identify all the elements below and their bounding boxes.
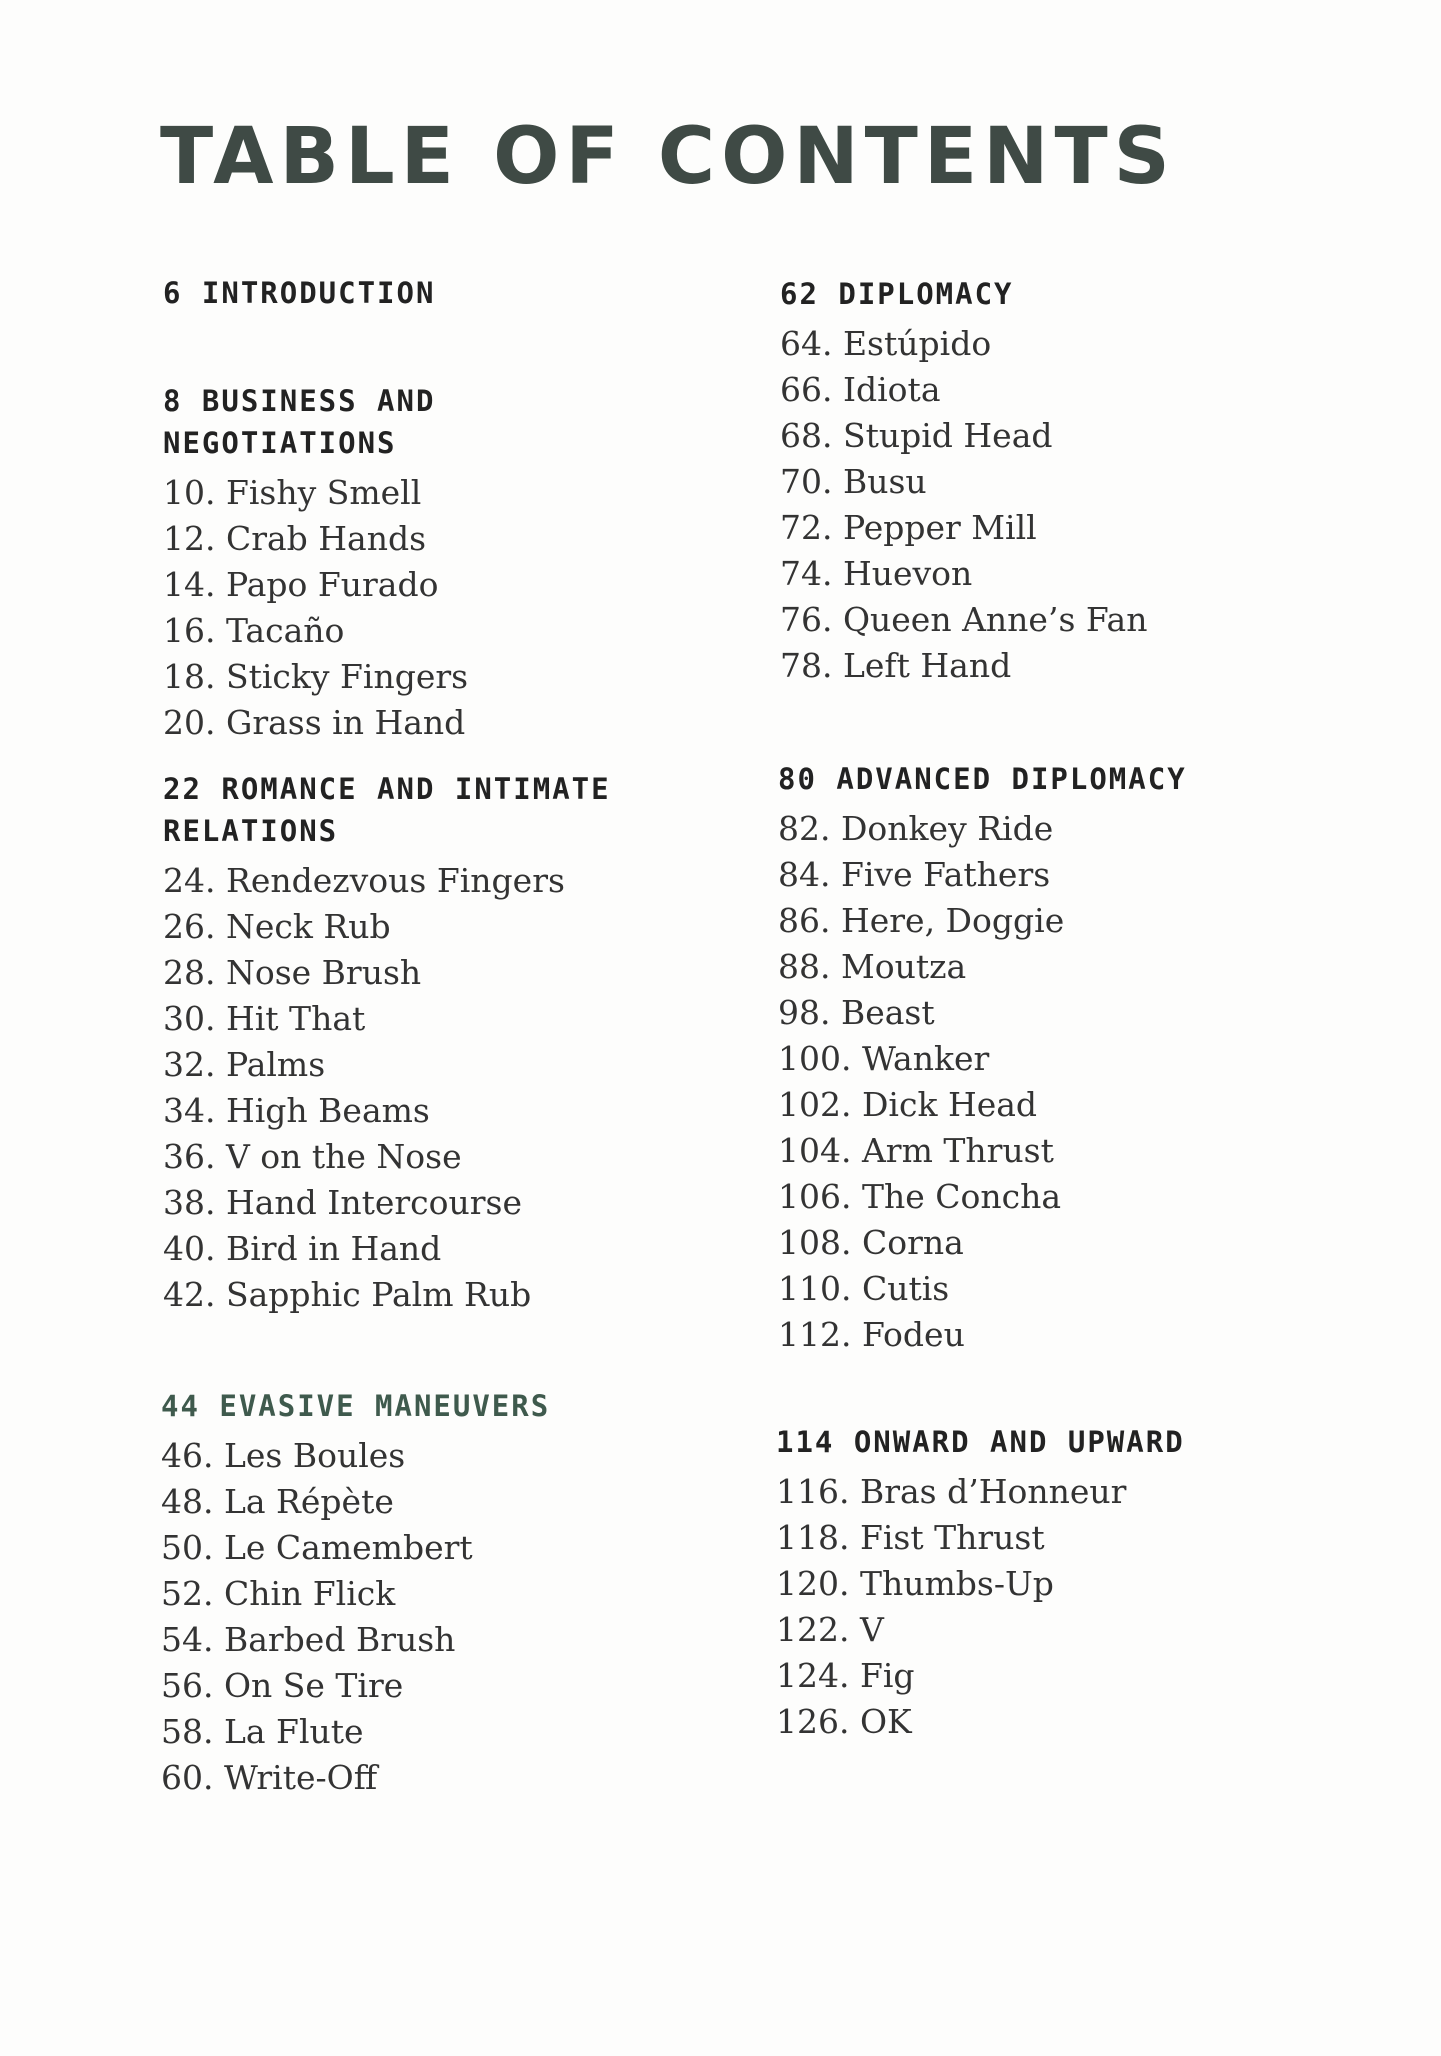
entry-list: [778, 806, 1298, 1358]
toc-entry: 52. Chin Flick: [161, 1574, 396, 1613]
toc-entry: 18. Sticky Fingers: [163, 657, 469, 696]
toc-entry: 82. Donkey Ride: [778, 809, 1054, 848]
toc-entry: 32. Palms: [163, 1045, 326, 1084]
toc-entry: 26. Neck Rub: [163, 907, 391, 946]
toc-entry: 36. V on the Nose: [163, 1137, 462, 1176]
toc-entry: 40. Bird in Hand: [163, 1229, 442, 1268]
toc-entry: 64. Estúpido: [780, 324, 992, 363]
toc-entry: 102. Dick Head: [778, 1085, 1038, 1124]
toc-section: [163, 272, 683, 314]
toc-entry: 120. Thumbs-Up: [776, 1564, 1054, 1603]
toc-section: [163, 380, 683, 746]
section-heading: 8 BUSINESS AND NEGOTIATIONS: [163, 384, 436, 460]
toc-entry: 24. Rendezvous Fingers: [163, 861, 565, 900]
toc-section: [776, 1421, 1296, 1745]
toc-entry: 60. Write-Off: [161, 1758, 378, 1797]
toc-entry: 98. Beast: [778, 993, 935, 1032]
toc-entry: 74. Huevon: [780, 554, 973, 593]
toc-entry: 86. Here, Doggie: [778, 901, 1065, 940]
toc-entry: 116. Bras d’Honneur: [776, 1472, 1127, 1511]
toc-entry: 78. Left Hand: [780, 646, 1012, 685]
toc-entry: 66. Idiota: [780, 370, 941, 409]
section-heading: 6 INTRODUCTION: [163, 276, 436, 310]
toc-section: [163, 768, 643, 1318]
page-title: TABLE OF CONTENTS: [160, 112, 1176, 202]
toc-entry: 20. Grass in Hand: [163, 703, 466, 742]
toc-entry: 110. Cutis: [778, 1269, 950, 1308]
toc-entry: 104. Arm Thrust: [778, 1131, 1054, 1170]
entry-list: [161, 1433, 681, 1801]
entry-list: [163, 858, 643, 1318]
toc-entry: 118. Fist Thrust: [776, 1518, 1045, 1557]
toc-entry: 124. Fig: [776, 1656, 915, 1695]
toc-entry: 56. On Se Tire: [161, 1666, 404, 1705]
toc-entry: 38. Hand Intercourse: [163, 1183, 522, 1222]
entry-list: [780, 321, 1300, 689]
toc-entry: 84. Five Fathers: [778, 855, 1051, 894]
toc-entry: 42. Sapphic Palm Rub: [163, 1275, 532, 1314]
toc-entry: 58. La Flute: [161, 1712, 364, 1751]
toc-entry: 16. Tacaño: [163, 611, 345, 650]
section-heading: 62 DIPLOMACY: [780, 277, 1014, 311]
toc-entry: 54. Barbed Brush: [161, 1620, 456, 1659]
toc-entry: 126. OK: [776, 1702, 912, 1741]
toc-entry: 76. Queen Anne’s Fan: [780, 600, 1148, 639]
toc-entry: 10. Fishy Smell: [163, 473, 422, 512]
section-heading: 114 ONWARD AND UPWARD: [776, 1425, 1185, 1459]
toc-entry: 12. Crab Hands: [163, 519, 427, 558]
toc-entry: 28. Nose Brush: [163, 953, 422, 992]
toc-section: [780, 273, 1300, 689]
toc-entry: 50. Le Camembert: [161, 1528, 473, 1567]
toc-entry: 106. The Concha: [778, 1177, 1062, 1216]
section-heading: 22 ROMANCE AND INTIMATE RELATIONS: [163, 772, 611, 848]
toc-entry: 70. Busu: [780, 462, 927, 501]
entry-list: [163, 470, 683, 746]
section-heading: 80 ADVANCED DIPLOMACY: [778, 762, 1187, 796]
toc-section: [778, 758, 1298, 1358]
toc-entry: 72. Pepper Mill: [780, 508, 1037, 547]
toc-entry: 48. La Répète: [161, 1482, 394, 1521]
toc-entry: 88. Moutza: [778, 947, 967, 986]
toc-entry: 100. Wanker: [778, 1039, 990, 1078]
section-heading: 44 EVASIVE MANEUVERS: [161, 1389, 551, 1423]
toc-entry: 68. Stupid Head: [780, 416, 1053, 455]
toc-entry: 108. Corna: [778, 1223, 964, 1262]
entry-list: [776, 1469, 1296, 1745]
toc-section: [161, 1385, 681, 1801]
toc-entry: 122. V: [776, 1610, 884, 1649]
toc-entry: 30. Hit That: [163, 999, 366, 1038]
toc-entry: 46. Les Boules: [161, 1436, 406, 1475]
toc-entry: 112. Fodeu: [778, 1315, 965, 1354]
toc-entry: 14. Papo Furado: [163, 565, 439, 604]
toc-entry: 34. High Beams: [163, 1091, 430, 1130]
